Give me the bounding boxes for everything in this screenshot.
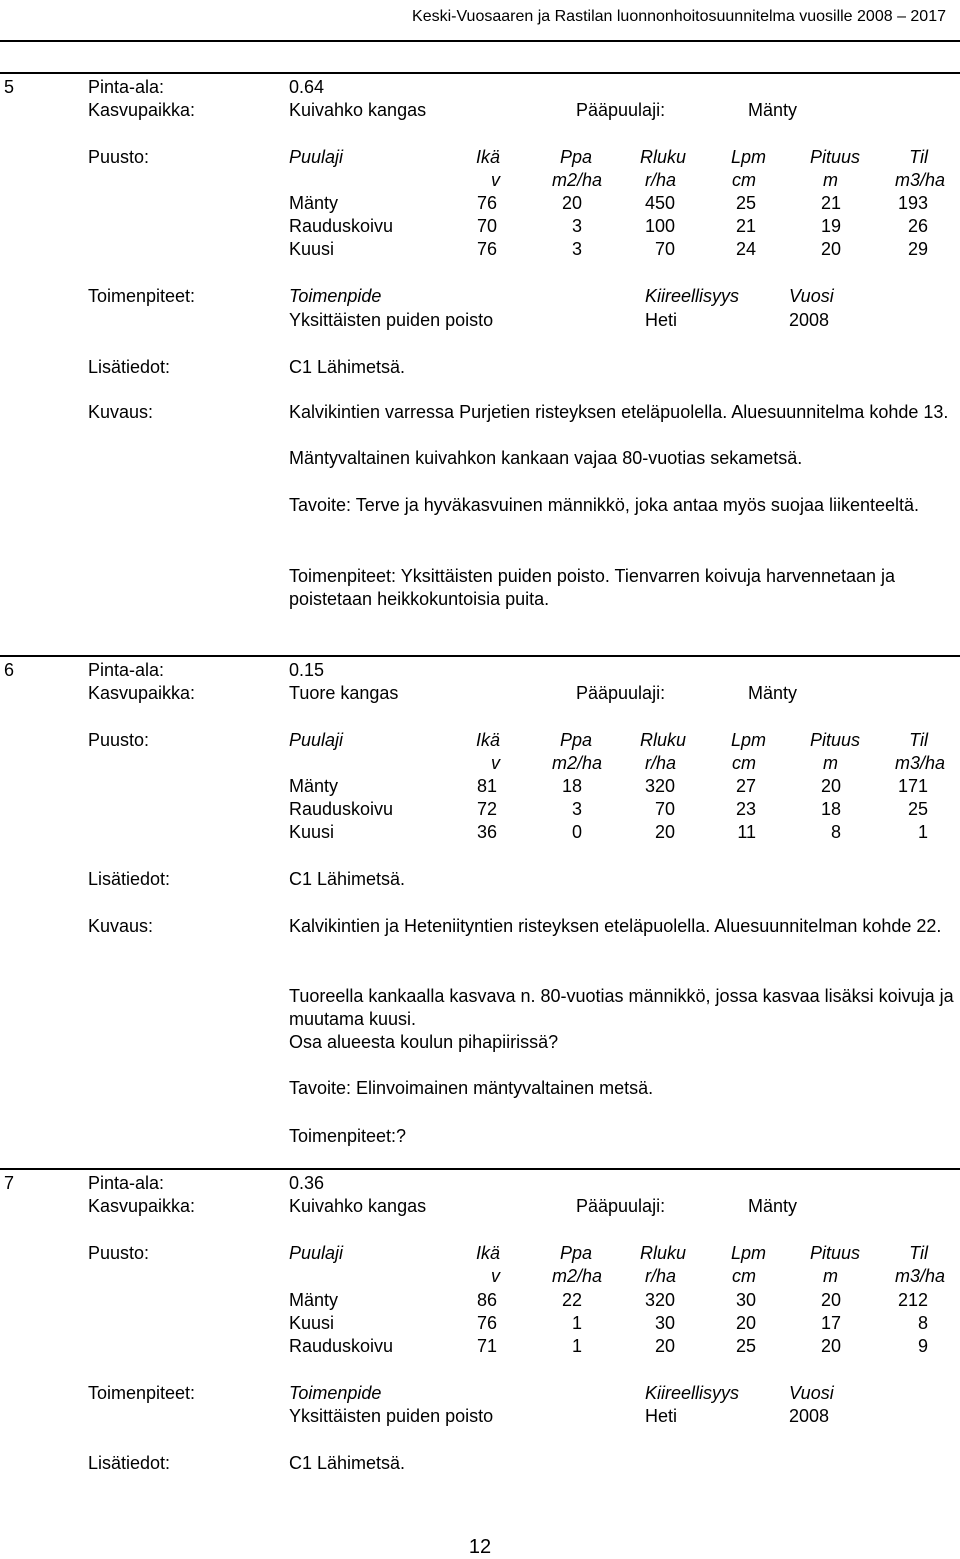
section-divider <box>0 1168 960 1170</box>
stand-label: Puusto: <box>88 147 150 167</box>
ops-year: 2008 <box>789 310 830 330</box>
tree-diameter: 20 <box>735 1313 756 1333</box>
page-header: Keski-Vuosaaren ja Rastilan luonnonhoitosuunnitelma vuosille 2008 – 2017 <box>412 8 946 25</box>
section-number: 6 <box>4 660 15 680</box>
unit-basal: m2/ha <box>551 1266 602 1286</box>
info-value: C1 Lähimetsä. <box>289 357 406 377</box>
tree-basal: 3 <box>571 216 582 236</box>
col-header-species: Puulaji <box>289 730 344 750</box>
tree-diameter: 11 <box>737 822 756 842</box>
tree-species: Rauduskoivu <box>289 799 394 819</box>
col-header-volume: Til <box>909 1243 928 1263</box>
description-paragraph: Kalvikintien varressa Purjetien risteyksen eteläpuolella. Aluesuunnitelma kohde 13. <box>289 402 949 422</box>
tree-volume: 29 <box>907 239 928 259</box>
tree-species: Mänty <box>289 193 339 213</box>
main-species-value: Mänty <box>748 100 798 120</box>
unit-age: v <box>491 170 500 190</box>
tree-age: 76 <box>476 239 497 259</box>
tree-species: Mänty <box>289 1290 339 1310</box>
site-value: Kuivahko kangas <box>289 1196 427 1216</box>
unit-diameter: cm <box>732 1266 756 1286</box>
col-header-basal: Ppa <box>559 147 592 167</box>
tree-volume: 193 <box>897 193 928 213</box>
site-value: Tuore kangas <box>289 683 399 703</box>
col-header-count: Rluku <box>639 1243 686 1263</box>
ops-label: Toimenpiteet: <box>88 286 196 306</box>
col-header-basal: Ppa <box>559 1243 592 1263</box>
tree-age: 72 <box>476 799 497 819</box>
unit-age: v <box>491 753 500 773</box>
section-divider <box>0 72 960 74</box>
col-header-basal: Ppa <box>559 730 592 750</box>
tree-age: 86 <box>476 1290 497 1310</box>
tree-diameter: 21 <box>735 216 756 236</box>
tree-basal: 3 <box>571 799 582 819</box>
col-header-height: Pituus <box>809 730 860 750</box>
col-header-species: Puulaji <box>289 1243 344 1263</box>
header-rule <box>0 40 960 42</box>
info-label: Lisätiedot: <box>88 1453 171 1473</box>
tree-age: 81 <box>476 776 497 796</box>
description-paragraph: Mäntyvaltainen kuivahkon kankaan vajaa 80-vuotias sekametsä. <box>289 448 803 468</box>
unit-volume: m3/ha <box>894 753 945 773</box>
tree-height: 18 <box>820 799 841 819</box>
area-label: Pinta-ala: <box>88 660 165 680</box>
tree-species: Kuusi <box>289 822 335 842</box>
col-header-count: Rluku <box>639 730 686 750</box>
description-paragraph: Tuoreella kankaalla kasvava n. 80-vuotias männikkö, jossa kasvaa lisäksi koivuja ja muutama kuusi. <box>289 986 954 1029</box>
tree-species: Rauduskoivu <box>289 216 394 236</box>
tree-basal: 22 <box>561 1290 582 1310</box>
col-header-volume: Til <box>909 730 928 750</box>
tree-diameter: 25 <box>735 193 756 213</box>
tree-diameter: 25 <box>735 1336 756 1356</box>
ops-header-urgency: Kiireellisyys <box>645 286 740 306</box>
description-paragraph: Osa alueesta koulun pihapiirissä? <box>289 1032 559 1052</box>
unit-volume: m3/ha <box>894 170 945 190</box>
section-number: 5 <box>4 77 15 97</box>
tree-age: 76 <box>476 193 497 213</box>
tree-age: 36 <box>476 822 497 842</box>
description-paragraph: Kalvikintien ja Heteniityntien risteyksen eteläpuolella. Aluesuunnitelman kohde 22. <box>289 916 942 936</box>
unit-basal: m2/ha <box>551 170 602 190</box>
site-label: Kasvupaikka: <box>88 683 196 703</box>
col-header-volume: Til <box>909 147 928 167</box>
tree-species: Kuusi <box>289 1313 335 1333</box>
unit-height: m <box>823 753 838 773</box>
ops-header-year: Vuosi <box>789 1383 834 1403</box>
tree-count: 450 <box>644 193 675 213</box>
unit-height: m <box>823 1266 838 1286</box>
area-value: 0.36 <box>289 1173 325 1193</box>
tree-basal: 3 <box>571 239 582 259</box>
tree-diameter: 30 <box>735 1290 756 1310</box>
ops-year: 2008 <box>789 1406 830 1426</box>
tree-volume: 26 <box>907 216 928 236</box>
main-species-value: Mänty <box>748 683 798 703</box>
area-value: 0.15 <box>289 660 325 680</box>
unit-volume: m3/ha <box>894 1266 945 1286</box>
tree-species: Mänty <box>289 776 339 796</box>
description-paragraph: Toimenpiteet:? <box>289 1126 407 1146</box>
ops-header-operation: Toimenpide <box>289 286 382 306</box>
tree-count: 320 <box>644 776 675 796</box>
tree-age: 70 <box>476 216 497 236</box>
unit-height: m <box>823 170 838 190</box>
col-header-height: Pituus <box>809 147 860 167</box>
main-species-label: Pääpuulaji: <box>576 683 666 703</box>
main-species-value: Mänty <box>748 1196 798 1216</box>
tree-diameter: 23 <box>735 799 756 819</box>
tree-volume: 8 <box>917 1313 928 1333</box>
tree-volume: 9 <box>917 1336 928 1356</box>
col-header-species: Puulaji <box>289 147 344 167</box>
unit-diameter: cm <box>732 753 756 773</box>
site-value: Kuivahko kangas <box>289 100 427 120</box>
section-number: 7 <box>4 1173 15 1193</box>
tree-count: 100 <box>644 216 675 236</box>
tree-age: 76 <box>476 1313 497 1333</box>
tree-height: 8 <box>830 822 841 842</box>
ops-operation: Yksittäisten puiden poisto <box>289 1406 494 1426</box>
description-paragraph: Tavoite: Elinvoimainen mäntyvaltainen metsä. <box>289 1078 654 1098</box>
col-header-diameter: Lpm <box>730 1243 766 1263</box>
info-label: Lisätiedot: <box>88 357 171 377</box>
col-header-count: Rluku <box>639 147 686 167</box>
site-label: Kasvupaikka: <box>88 100 196 120</box>
col-header-age: Ikä <box>475 1243 500 1263</box>
page-number: 12 <box>468 1536 492 1558</box>
tree-count: 70 <box>654 239 675 259</box>
ops-header-operation: Toimenpide <box>289 1383 382 1403</box>
tree-species: Rauduskoivu <box>289 1336 394 1356</box>
tree-volume: 171 <box>897 776 928 796</box>
tree-basal: 1 <box>571 1313 582 1333</box>
unit-basal: m2/ha <box>551 753 602 773</box>
stand-label: Puusto: <box>88 1243 150 1263</box>
tree-basal: 1 <box>571 1336 582 1356</box>
description-label: Kuvaus: <box>88 402 154 422</box>
area-label: Pinta-ala: <box>88 77 165 97</box>
main-species-label: Pääpuulaji: <box>576 1196 666 1216</box>
tree-count: 30 <box>654 1313 675 1333</box>
tree-height: 20 <box>820 1290 841 1310</box>
col-header-height: Pituus <box>809 1243 860 1263</box>
tree-species: Kuusi <box>289 239 335 259</box>
info-value: C1 Lähimetsä. <box>289 869 406 889</box>
unit-diameter: cm <box>732 170 756 190</box>
info-label: Lisätiedot: <box>88 869 171 889</box>
main-species-label: Pääpuulaji: <box>576 100 666 120</box>
ops-operation: Yksittäisten puiden poisto <box>289 310 494 330</box>
tree-diameter: 24 <box>735 239 756 259</box>
tree-volume: 212 <box>897 1290 928 1310</box>
tree-basal: 20 <box>561 193 582 213</box>
tree-volume: 25 <box>907 799 928 819</box>
tree-height: 20 <box>820 776 841 796</box>
ops-header-year: Vuosi <box>789 286 834 306</box>
tree-count: 20 <box>654 1336 675 1356</box>
unit-count: r/ha <box>644 753 676 773</box>
ops-label: Toimenpiteet: <box>88 1383 196 1403</box>
tree-basal: 0 <box>571 822 582 842</box>
tree-count: 70 <box>654 799 675 819</box>
tree-basal: 18 <box>561 776 582 796</box>
tree-age: 71 <box>476 1336 497 1356</box>
tree-height: 20 <box>820 239 841 259</box>
stand-label: Puusto: <box>88 730 150 750</box>
site-label: Kasvupaikka: <box>88 1196 196 1216</box>
tree-volume: 1 <box>917 822 928 842</box>
tree-height: 19 <box>820 216 841 236</box>
area-value: 0.64 <box>289 77 325 97</box>
col-header-age: Ikä <box>475 730 500 750</box>
description-paragraph: Toimenpiteet: Yksittäisten puiden poisto. Tienvarren koivuja harvennetaan ja poistetaan heikkokuntoisia puita. <box>289 566 896 609</box>
ops-urgency: Heti <box>645 1406 678 1426</box>
section-divider <box>0 655 960 657</box>
tree-height: 21 <box>820 193 841 213</box>
ops-header-urgency: Kiireellisyys <box>645 1383 740 1403</box>
description-paragraph: Tavoite: Terve ja hyväkasvuinen männikkö, joka antaa myös suojaa liikenteeltä. <box>289 495 920 515</box>
info-value: C1 Lähimetsä. <box>289 1453 406 1473</box>
col-header-age: Ikä <box>475 147 500 167</box>
tree-count: 20 <box>654 822 675 842</box>
col-header-diameter: Lpm <box>730 147 766 167</box>
tree-diameter: 27 <box>735 776 756 796</box>
unit-age: v <box>491 1266 500 1286</box>
unit-count: r/ha <box>644 170 676 190</box>
tree-count: 320 <box>644 1290 675 1310</box>
tree-height: 20 <box>820 1336 841 1356</box>
unit-count: r/ha <box>644 1266 676 1286</box>
description-label: Kuvaus: <box>88 916 154 936</box>
ops-urgency: Heti <box>645 310 678 330</box>
area-label: Pinta-ala: <box>88 1173 165 1193</box>
tree-height: 17 <box>820 1313 841 1333</box>
col-header-diameter: Lpm <box>730 730 766 750</box>
